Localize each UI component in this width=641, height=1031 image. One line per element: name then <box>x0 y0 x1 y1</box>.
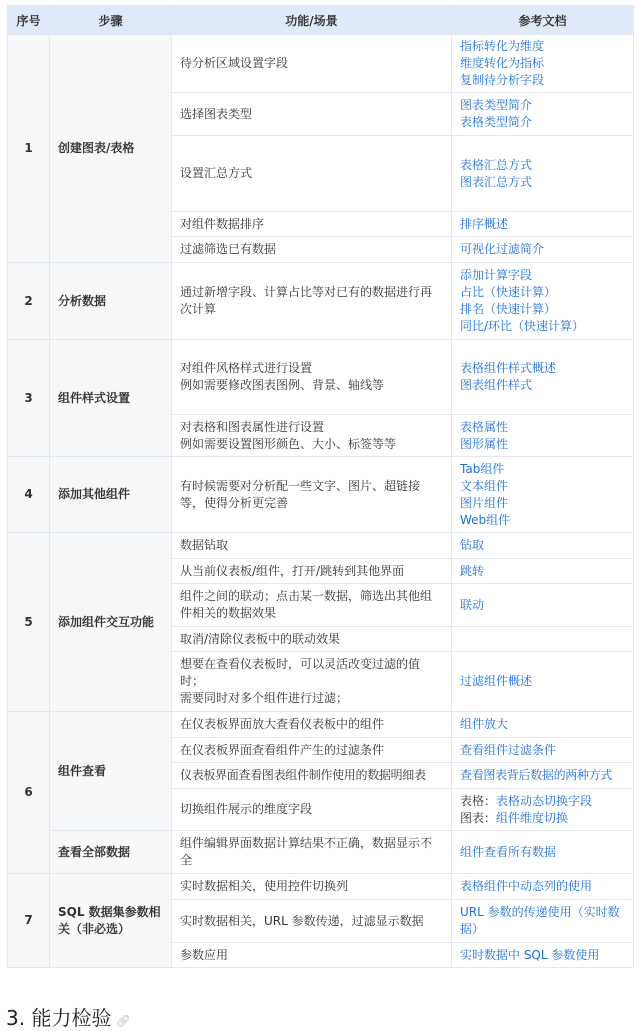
scene-cell: 实时数据相关，URL 参数传递，过滤显示数据 <box>172 900 452 943</box>
reference-cell <box>452 738 634 763</box>
doc-link[interactable]: 表格组件样式概述 <box>460 361 557 375</box>
reference-line <box>460 810 625 827</box>
doc-link[interactable]: 查看图表背后数据的两种方式 <box>460 768 613 782</box>
scene-cell: 取消/清除仪表板中的联动效果 <box>172 627 452 652</box>
doc-link[interactable]: 图表汇总方式 <box>460 174 533 189</box>
scene-cell: 待分析区域设置字段 <box>172 35 452 93</box>
step-name: 添加其他组件 <box>50 457 172 533</box>
scene-line: 想要在查看仪表板时，可以灵活改变过滤的值时； <box>180 657 421 688</box>
reference-cell <box>452 457 634 533</box>
doc-link[interactable]: 添加计算字段 <box>460 268 533 282</box>
reference-cell <box>452 559 634 584</box>
step-number: 7 <box>8 874 50 968</box>
scene-cell: 组件之间的联动；点击某一数据，筛选出其他组件相关的数据效果 <box>172 584 452 627</box>
scene-cell: 通过新增字段、计算占比等对已有的数据进行再次计算 <box>172 263 452 340</box>
doc-link[interactable]: 联动 <box>460 597 485 612</box>
doc-link[interactable]: 组件维度切换 <box>496 810 569 825</box>
section-heading-text: 3. 能力检验 <box>6 1006 112 1030</box>
scene-cell: 实时数据相关，使用控件切换列 <box>172 874 452 900</box>
reference-cell <box>452 584 634 627</box>
table-row <box>8 533 634 559</box>
scene-cell: 组件编辑界面数据计算结果不正确，数据显示不全 <box>172 831 452 874</box>
doc-link[interactable]: 过滤组件概述 <box>460 674 533 688</box>
doc-link[interactable]: 指标转化为维度 <box>460 39 545 53</box>
reference-cell <box>452 533 634 559</box>
reference-cell <box>452 874 634 900</box>
doc-link[interactable]: 实时数据中 SQL 参数使用 <box>460 947 600 962</box>
step-number: 1 <box>8 35 50 263</box>
reference-cell <box>452 900 634 943</box>
doc-link[interactable]: 图片组件 <box>460 495 509 510</box>
scene-cell: 仪表板界面查看图表组件制作使用的数据明细表 <box>172 763 452 789</box>
reference-cell <box>452 789 634 831</box>
table-row <box>8 712 634 738</box>
doc-link[interactable]: 图形属性 <box>460 436 509 451</box>
reference-line <box>460 793 625 810</box>
scene-cell: 切换组件展示的维度字段 <box>172 789 452 831</box>
scene-cell <box>172 340 452 415</box>
doc-link[interactable]: 组件查看所有数据 <box>460 844 557 859</box>
reference-cell <box>452 35 634 93</box>
reference-cell <box>452 627 634 652</box>
reference-cell <box>452 237 634 263</box>
step-number: 5 <box>8 533 50 712</box>
scene-line: 例如需要修改图表图例、背景、轴线等 <box>180 378 385 392</box>
table-row <box>8 340 634 415</box>
doc-link[interactable]: 查看组件过滤条件 <box>460 742 557 757</box>
scene-line: 例如需要设置图形颜色、大小、标签等等 <box>180 436 397 451</box>
scene-cell: 数据钻取 <box>172 533 452 559</box>
doc-link[interactable]: 表格属性 <box>460 419 509 434</box>
link-icon[interactable]: 🔗︎ <box>115 1014 131 1028</box>
step-number: 4 <box>8 457 50 533</box>
header-scene: 功能/场景 <box>172 6 452 35</box>
scene-cell: 从当前仪表板/组件，打开/跳转到其他界面 <box>172 559 452 584</box>
step-name: 创建图表/表格 <box>50 35 172 263</box>
reference-cell <box>452 263 634 340</box>
doc-link[interactable]: 图表组件样式 <box>460 378 533 392</box>
scene-cell: 对组件数据排序 <box>172 212 452 237</box>
reference-cell <box>452 763 634 789</box>
reference-cell <box>452 415 634 457</box>
table-header-row <box>8 6 634 35</box>
table-row <box>8 874 634 900</box>
reference-cell <box>452 212 634 237</box>
step-name: 组件样式设置 <box>50 340 172 457</box>
doc-link[interactable]: URL 参数的传递使用（实时数据） <box>460 905 620 936</box>
feature-guide-table <box>7 5 634 968</box>
scene-cell: 有时候需要对分析配一些文字、图片、超链接等，使得分析更完善 <box>172 457 452 533</box>
header-step: 步骤 <box>50 6 172 35</box>
step-number: 6 <box>8 712 50 874</box>
step-name: SQL 数据集参数相关（非必选） <box>50 874 172 968</box>
reference-cell <box>452 93 634 136</box>
header-reference: 参考文档 <box>452 6 634 35</box>
table-row <box>8 457 634 533</box>
doc-link[interactable]: 跳转 <box>460 563 485 578</box>
doc-link[interactable]: 排名（快速计算） <box>460 302 557 316</box>
doc-link[interactable]: 文本组件 <box>460 478 509 493</box>
doc-link[interactable]: 表格组件中动态列的使用 <box>460 879 593 893</box>
scene-line: 需要同时对多个组件进行过滤； <box>180 691 349 705</box>
scene-line: 对组件风格样式进行设置 <box>180 361 313 375</box>
doc-link[interactable]: 表格动态切换字段 <box>496 793 593 808</box>
header-index: 序号 <box>8 6 50 35</box>
reference-cell <box>452 831 634 874</box>
doc-link[interactable]: 图表类型简介 <box>460 98 533 112</box>
scene-cell: 设置汇总方式 <box>172 136 452 212</box>
reference-cell <box>452 136 634 212</box>
scene-cell <box>172 652 452 712</box>
step-number: 3 <box>8 340 50 457</box>
reference-cell <box>452 712 634 738</box>
step-name: 组件查看 <box>50 712 172 831</box>
scene-cell: 过滤筛选已有数据 <box>172 237 452 263</box>
table-row <box>8 263 634 340</box>
scene-line: 对表格和图表属性进行设置 <box>180 419 325 434</box>
reference-cell <box>452 652 634 712</box>
step-name: 添加组件交互功能 <box>50 533 172 712</box>
doc-link[interactable]: 表格类型简介 <box>460 115 533 129</box>
scene-cell: 参数应用 <box>172 943 452 968</box>
doc-link[interactable]: Tab组件 <box>460 461 505 476</box>
scene-cell: 在仪表板界面放大查看仪表板中的组件 <box>172 712 452 738</box>
doc-link[interactable]: 维度转化为指标 <box>460 56 545 70</box>
reference-label: 图表： <box>460 810 497 825</box>
table-row <box>8 35 634 93</box>
doc-link[interactable]: 组件放大 <box>460 717 509 731</box>
step-name: 分析数据 <box>50 263 172 340</box>
reference-label: 表格： <box>460 793 497 808</box>
doc-link[interactable]: 可视化过滤简介 <box>460 242 545 256</box>
reference-cell <box>452 340 634 415</box>
section-heading <box>6 1002 131 1031</box>
doc-link[interactable]: Web组件 <box>460 512 511 527</box>
step-name: 查看全部数据 <box>50 831 172 874</box>
scene-cell <box>172 415 452 457</box>
doc-link[interactable]: 同比/环比（快速计算） <box>460 319 585 333</box>
step-number: 2 <box>8 263 50 340</box>
scene-cell: 选择图表类型 <box>172 93 452 136</box>
table-row <box>8 831 634 874</box>
doc-link[interactable]: 复制待分析字段 <box>460 73 545 87</box>
doc-link[interactable]: 钻取 <box>460 538 485 552</box>
doc-link[interactable]: 占比（快速计算） <box>460 285 557 299</box>
scene-cell: 在仪表板界面查看组件产生的过滤条件 <box>172 738 452 763</box>
doc-link[interactable]: 表格汇总方式 <box>460 157 533 172</box>
reference-cell <box>452 943 634 968</box>
doc-link[interactable]: 排序概述 <box>460 216 509 231</box>
